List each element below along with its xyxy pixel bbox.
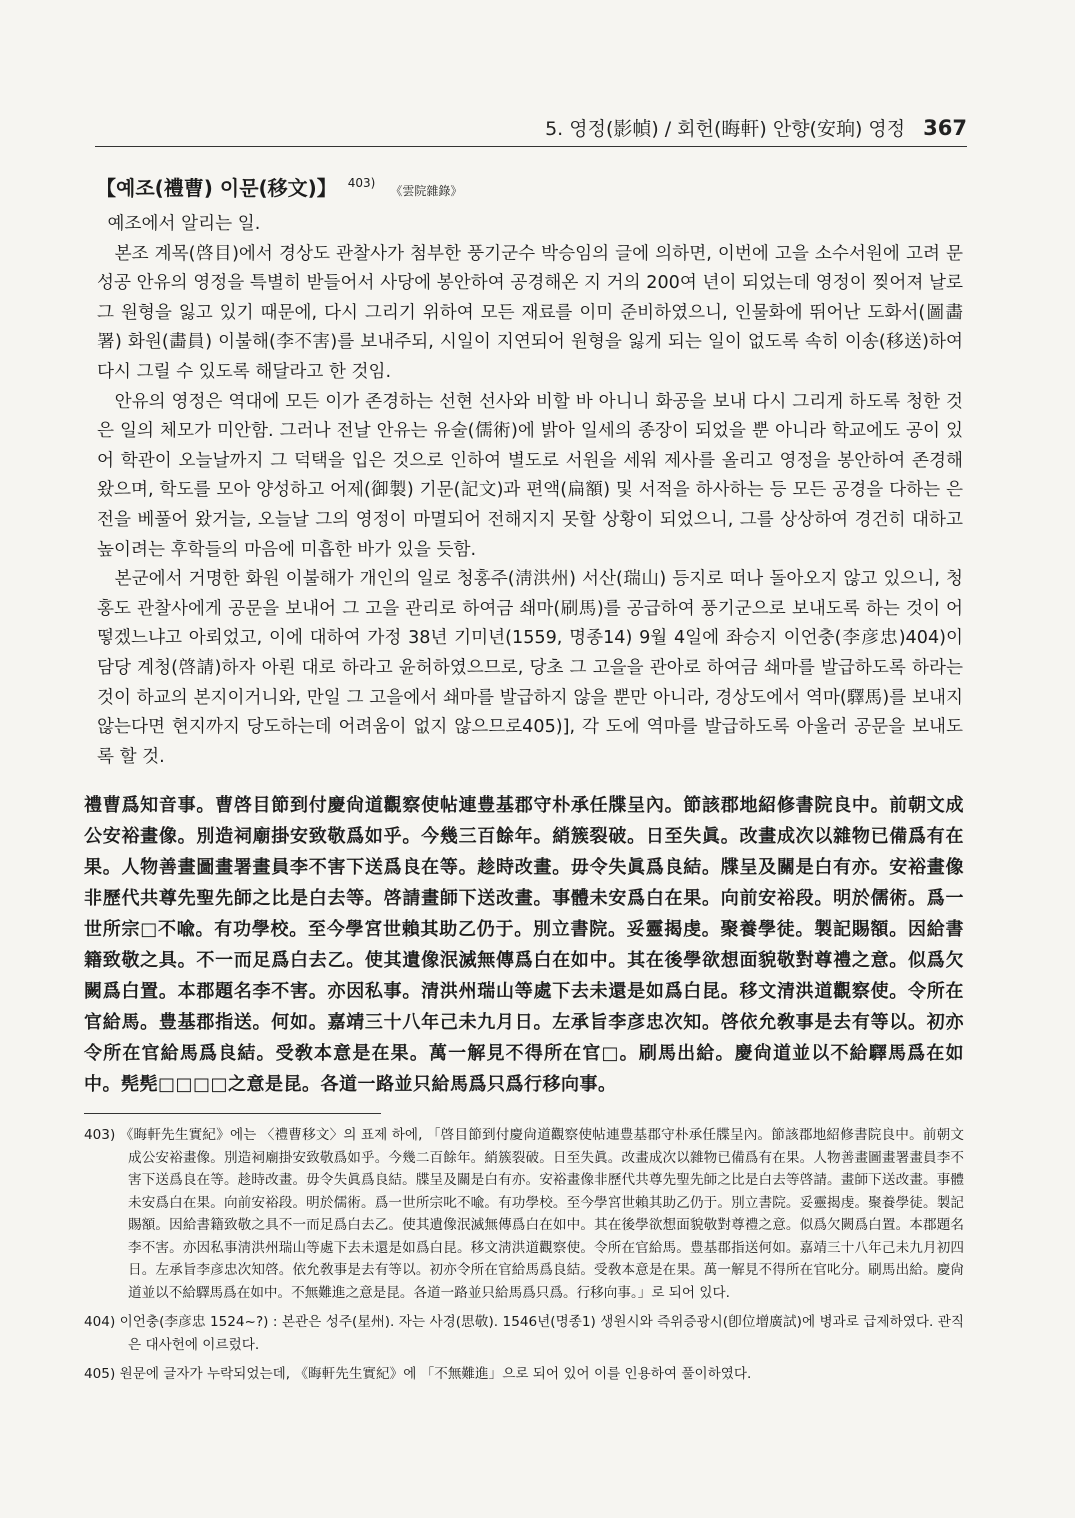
paragraph: 본군에서 거명한 화원 이불해가 개인의 일로 청홍주(淸洪州) 서산(瑞山) 등지로 떠나 돌아오지 않고 있으니, 청홍도 관찰사에게 공문을 보내어 그 고을 관리로 하여금 쇄마(刷馬)를 공급하여 풍기군으로 보내도록 하는 것이 어떻겠느냐고 아뢰었고, 이에 대하여 가정 38년 기미년(1559, 명종14) 9월 4일에 좌승지 이언충(李彦忠)404)이 담당 계청(啓請)하자 아뢴 대로 하라고 윤허하였으므로, 당초 그 고을을 관아로 하여금 쇄마를 발급하도록 하라는 것이 하교의 본지이거니와, 만일 그 고을에서 쇄마를 발급하지 않을 뿐만 아니라, 경상도에서 역마(驛馬)를 보내지 않는다면 현지까지 당도하는데 어려움이 없지 않으므로405)], 각 도에 역마를 발급하도록 아울러 공문을 보내도록 할 것. (97, 569, 963, 767)
document-title: 【예조(禮曹) 이문(移文)】 (96, 176, 337, 200)
footnote-text: 《晦軒先生實紀》에는 〈禮曹移文〉의 표제 하에, 「啓目節到付慶尙道觀察使帖連豊基郡守朴承任牒呈內。節該郡地紹修書院良中。前朝文成公安裕畫像。別造祠廟掛安致敬爲如乎。今幾二百餘年。綃簇裂破。日至失眞。改畫成次以雜物已備爲有在果。人物善畫圖畫署畫員李不害下送爲良在等。趁時改畫。毋令失眞爲良結。牒呈及關是白有亦。安裕畫像非歷代共尊先聖先師之比是白去等啓請。畫師下送改畫。事體未安爲白在果。向前安裕段。明於儒術。爲一世所宗叱不喩。有功學校。至今學宮世賴其助乙仍于。別立書院。妥靈揭虔。聚養學徒。製記賜額。因給書籍致敬之具不一而足爲白去乙。使其遺像泯滅無傳爲白在如中。其在後學欲想面貌敬對尊禮之意。似爲欠闕爲白置。本郡題名李不害。亦因私事淸洪州瑞山等處下去未還是如爲白昆。移文淸洪道觀察使。令所在官給馬。豊基郡指送何如。嘉靖三十八年己未九月初四日。左承旨李彦忠次知啓。依允敎事是去有等以。初亦令所在官給馬爲良結。受敎本意是在果。萬一解見不得所在官叱分。刷馬出給。慶尙道並以不給驛馬爲在如中。不無難進之意是昆。各道一路並只給馬爲只爲。行移向事。」로 되어 있다. (119, 1127, 964, 1301)
footnote (84, 1363, 964, 1386)
footnote (84, 1311, 964, 1356)
header-rule (95, 146, 967, 147)
footnote-number: 404) (84, 1314, 116, 1330)
footnotes (84, 1124, 964, 1393)
footnote-text: 원문에 글자가 누락되었는데, 《晦軒先生實紀》에 「不無難進」으로 되어 있어 이를 인용하여 풀이하였다. (119, 1366, 752, 1382)
footnote-ref-403: 403) (347, 176, 376, 191)
footnote-rule (84, 1113, 381, 1114)
classical-chinese-text: 禮曹爲知音事。曹啓目節到付慶尙道觀察使帖連豊基郡守朴承任牒呈內。節該郡地紹修書院良中。前朝文成公安裕畫像。別造祠廟掛安致敬爲如乎。今幾三百餘年。綃簇裂破。日至失眞。改畫成次以雜物已備爲有在果。人物善畫圖畫署畫員李不害下送爲良在等。趁時改畫。毋令失眞爲良結。牒呈及關是白有亦。安裕畫像非歷代共尊先聖先師之比是白去等。啓請畫師下送改畫。事體未安爲白在果。向前安裕段。明於儒術。爲一世所宗□不喩。有功學校。至今學宮世賴其助乙仍于。別立書院。妥靈揭虔。聚養學徒。製記賜額。因給書籍致敬之具。不一而足爲白去乙。使其遺像泯滅無傳爲白在如中。其在後學欲想面貌敬對尊禮之意。似爲欠闕爲白置。本郡題名李不害。亦因私事。清洪州瑞山等處下去未還是如爲白昆。移文清洪道觀察使。令所在官給馬。豊基郡指送。何如。嘉靖三十八年己未九月日。左承旨李彦忠次知。啓依允敎事是去有等以。初亦令所在官給馬爲良結。受敎本意是在果。萬一解見不得所在官□。刷馬出給。慶尙道並以不給驛馬爲在如中。髡髡□□□□之意是昆。各道一路並只給馬爲只爲行移向事。 (84, 795, 964, 1095)
footnote-text: 이언충(李彦忠 1524~?) : 본관은 성주(星州). 자는 사경(思敬). 1546년(명종1) 생원시와 즉위증광시(卽位增廣試)에 병과로 급제하였다. 관직은 대사헌에 이르렀다. (119, 1314, 964, 1353)
translation-body (97, 210, 963, 772)
footnote-number: 405) (84, 1366, 116, 1382)
document-source: 《雲院雜錄》 (390, 184, 463, 198)
paragraph: 본조 계목(啓目)에서 경상도 관찰사가 첨부한 풍기군수 박승임의 글에 의하면, 이번에 고을 소수서원에 고려 문성공 안유의 영정을 특별히 받들어서 사당에 봉안하여 공경해온 지 거의 200여 년이 되었는데 영정이 찢어져 날로 그 원형을 잃고 있기 때문에, 다시 그리기 위하여 모든 재료를 이미 준비하였으니, 인물화에 뛰어난 도화서(圖畵署) 화원(畵員) 이불해(李不害)를 보내주되, 시일이 지연되어 원형을 잃게 되는 일이 없도록 속히 이송(移送)하여 다시 그릴 수 있도록 해달라고 한 것임. (97, 243, 963, 382)
footnote (84, 1124, 964, 1304)
running-header (95, 114, 967, 141)
document-title-line (96, 172, 462, 201)
page-number: 367 (923, 116, 967, 140)
paragraph: 안유의 영정은 역대에 모든 이가 존경하는 선현 선사와 비할 바 아니니 화공을 보내 다시 그리게 하도록 청한 것은 일의 체모가 미안함. 그러나 전날 안유는 유술(儒術)에 밝아 일세의 종장이 되었을 뿐 아니라 학교에도 공이 있어 학관이 오늘날까지 그 덕택을 입은 것으로 인하여 별도로 서원을 세워 제사를 올리고 영정을 봉안하여 존경해 왔으며, 학도를 모아 양성하고 어제(御製) 기문(記文)과 편액(扁額) 및 서적을 하사하는 등 모든 공경을 다하는 은전을 베풀어 왔거늘, 오늘날 그의 영정이 마멸되어 전해지지 못할 상황이 되었으니, 그를 상상하여 경건히 대하고 높이려는 후학들의 마음에 미흡한 바가 있을 듯함. (97, 391, 963, 560)
running-title: 5. 영정(影幀) / 회헌(晦軒) 안향(安珦) 영정 (545, 118, 906, 140)
footnote-number: 403) (84, 1127, 116, 1143)
paragraph: 예조에서 알리는 일. (107, 214, 261, 234)
